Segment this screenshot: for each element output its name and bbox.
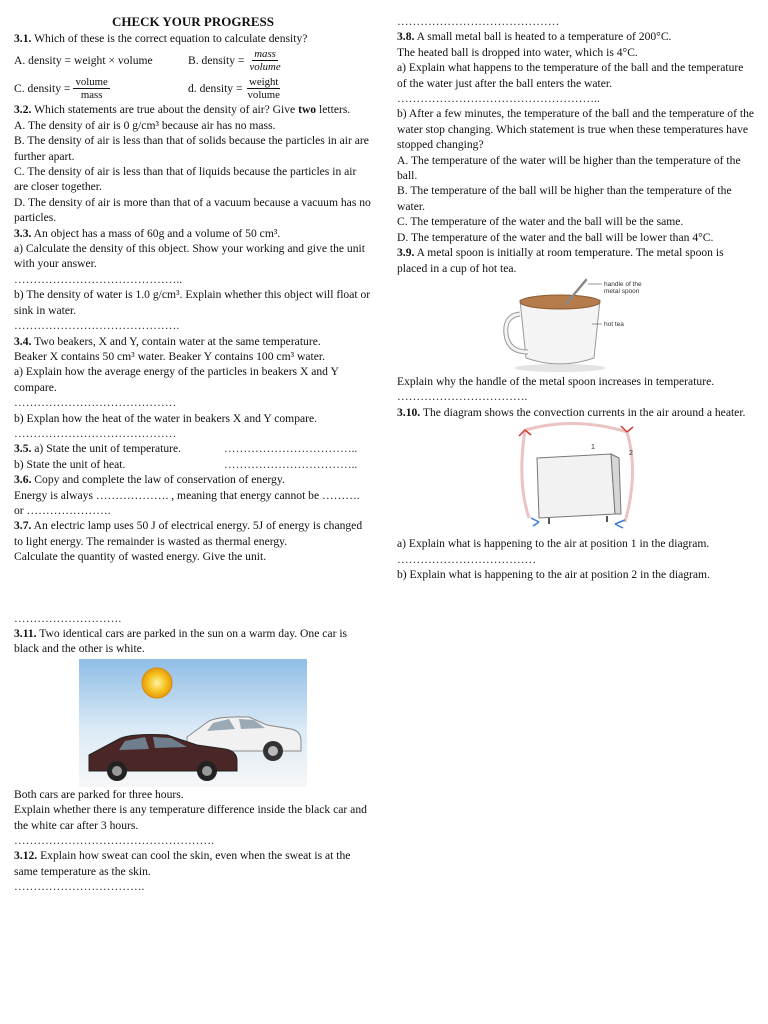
q31-option-b: B. density = $\frac{\text{mass}}{\text{volume}}$: [188, 47, 281, 73]
answer-line[interactable]: …………………………………….: [14, 319, 180, 333]
q32-option-a: A. The density of air is 0 g/cm³ because air has no mass.: [14, 118, 276, 132]
q31-options-row2: [14, 74, 372, 102]
q36-line3: or ………………….: [14, 503, 111, 517]
answer-line[interactable]: ………………………………: [397, 552, 537, 566]
question-3-10: 3.10. The diagram shows the convection currents in the air around a heater.: [397, 405, 746, 419]
q34-part-a: a) Explain how the average energy of the particles in beakers X and Y compare.: [14, 365, 339, 394]
answer-space: [14, 565, 372, 611]
question-3-6: 3.6. Copy and complete the law of conservation of energy.: [14, 473, 285, 487]
q39-after: Explain why the handle of the metal spoon increases in temperature.: [397, 374, 715, 388]
question-3-7: 3.7. An electric lamp uses 50 J of electrical energy. 5J of energy is changed to light energy. The remainder is wasted as thermal energy.: [14, 519, 363, 548]
answer-line[interactable]: ……………………………..: [224, 457, 358, 471]
q32-option-d: D. The density of air is more than that of a vacuum because a vacuum has no particles.: [14, 195, 371, 225]
question-3-8: 3.8. A small metal ball is heated to a temperature of 200°C.: [397, 30, 672, 44]
heater-svg: [515, 422, 639, 530]
answer-line[interactable]: ……………………………………..: [14, 272, 183, 286]
answer-line[interactable]: ……………………………………: [397, 15, 560, 28]
q34-line2: Beaker X contains 50 cm³ water. Beaker Y contains 100 cm³ water.: [14, 349, 325, 363]
q311-after-1: Both cars are parked for three hours.: [14, 787, 184, 801]
question-3-12: 3.12. Explain how sweat can cool the skin, even when the sweat is at the same temperature as the skin.: [14, 849, 351, 878]
question-3-2: 3.2. Which statements are true about the density of air? Give two letters.: [14, 103, 351, 117]
label-handle: handle of the metal spoon: [604, 280, 642, 295]
q32-option-b: B. The density of air is less than that of solids because the particles in air are further apart.: [14, 134, 369, 163]
q32-option-c: C. The density of air is less than that of liquids because the particles in air are closer together.: [14, 165, 357, 194]
q38-part-a: a) Explain what happens to the temperature of the ball and the temperature of the water just after the ball enters the water.: [397, 61, 744, 90]
answer-line[interactable]: ……………………………..: [224, 442, 358, 456]
label-hot-tea: hot tea: [604, 320, 624, 328]
fraction-volume-mass: $\frac{\text{volume}}{\text{mass}}$: [75, 75, 108, 101]
question-3-5-b: b) State the unit of heat. ……………………………..: [14, 457, 358, 471]
q31-option-a: A. density = weight × volume: [14, 53, 153, 67]
label-position-2: 2: [629, 450, 633, 458]
question-3-4: 3.4. Two beakers, X and Y, contain water at the same temperature.: [14, 334, 321, 348]
left-column: [14, 14, 372, 895]
answer-line[interactable]: ……………………….: [14, 611, 122, 625]
answer-line[interactable]: ……………………………………: [14, 396, 177, 410]
page-title: CHECK YOUR PROGRESS: [111, 14, 275, 29]
sun-icon: [142, 668, 172, 698]
fraction-mass-volume: $\frac{\text{mass}}{\text{volume}}$: [249, 47, 281, 73]
answer-line[interactable]: …………………………….: [14, 880, 145, 894]
answer-line[interactable]: …………………………….: [397, 390, 528, 404]
q36-line2: Energy is always ………………. , meaning that energy cannot be ……….: [14, 488, 360, 502]
q33-part-a: a) Calculate the density of this object. Show your working and give the unit with your answer.: [14, 242, 365, 271]
tea-cup-diagram: [502, 278, 662, 372]
right-column: [397, 14, 755, 582]
q31-option-d: d. density = $\frac{\text{weight}}{\text{volume}}$: [188, 75, 280, 101]
question-3-5-a: 3.5. a) State the unit of temperature. ……………………………..: [14, 442, 358, 456]
q33-part-b: b) The density of water is 1.0 g/cm³. Explain whether this object will float or sink in water.: [14, 288, 371, 317]
q37-line2: Calculate the quantity of wasted energy. Give the unit.: [14, 550, 267, 564]
question-3-11: 3.11. Two identical cars are parked in the sun on a warm day. One car is black and the other is white.: [14, 627, 348, 656]
q310-part-a: a) Explain what is happening to the air at position 1 in the diagram.: [397, 537, 710, 551]
q38-line2: The heated ball is dropped into water, which is 4°C.: [397, 45, 638, 59]
cars-in-sun-illustration: [79, 659, 307, 787]
q38-option-b: B. The temperature of the ball will be higher than the temperature of the water.: [397, 184, 732, 213]
question-3-3: 3.3. An object has a mass of 60g and a volume of 50 cm³.: [14, 226, 281, 240]
q38-option-d: D. The temperature of the water and the ball will be lower than 4°C.: [397, 230, 714, 244]
q34-part-b: b) Explan how the heat of the water in beakers X and Y compare.: [14, 411, 318, 425]
answer-line[interactable]: …………………………………………….: [14, 834, 214, 848]
label-position-1: 1: [591, 444, 595, 452]
question-3-9: 3.9. A metal spoon is initially at room temperature. The metal spoon is placed in a cup of hot tea.: [397, 246, 724, 275]
hot-tea-icon: [520, 295, 600, 309]
answer-line[interactable]: ……………………………………………..: [397, 92, 600, 106]
cars-svg: [79, 659, 307, 787]
question-3-1: 3.1. Which of these is the correct equation to calculate density?: [14, 32, 308, 45]
q38-part-b: b) After a few minutes, the temperature of the ball and the temperature of the water stop changing. Which statement is true when these temperatures have stopped changing?: [397, 107, 755, 152]
q38-option-c: C. The temperature of the water and the ball will be the same.: [397, 215, 684, 229]
fraction-weight-volume: $\frac{\text{weight}}{\text{volume}}$: [247, 75, 280, 101]
q31-option-c: C. density = $\frac{\text{volume}}{\text{mass}}$: [14, 75, 108, 101]
heater-icon: [537, 454, 621, 524]
answer-line[interactable]: ……………………………………: [14, 426, 177, 440]
q310-part-b: b) Explain what is happening to the air at position 2 in the diagram.: [397, 567, 710, 581]
q31-options-row1: [14, 46, 372, 74]
q38-option-a: A. The temperature of the water will be higher than the temperature of the ball.: [397, 153, 741, 183]
q311-after-2: Explain whether there is any temperature difference inside the black car and the white car after 3 hours.: [14, 803, 367, 832]
heater-convection-diagram: [515, 422, 639, 530]
